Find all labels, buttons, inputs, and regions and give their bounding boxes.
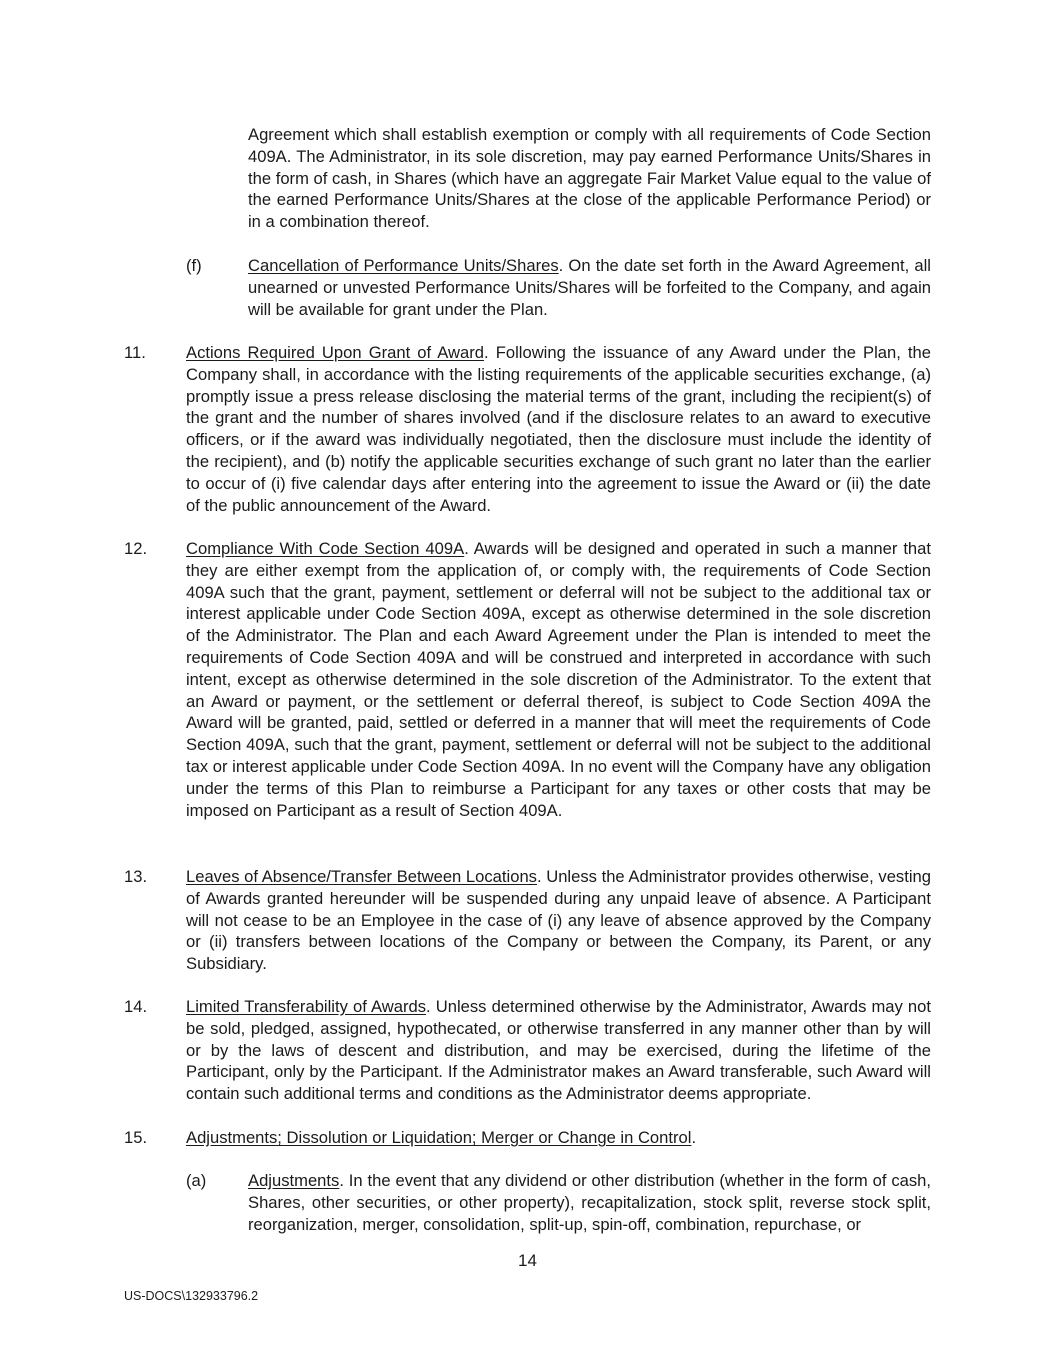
section-number: 14.	[124, 997, 148, 1016]
section-11	[124, 342, 931, 516]
section-text	[186, 342, 931, 516]
section-number: 15.	[124, 1128, 148, 1147]
section-body: . Following the issuance of any Award under the Plan, the Company shall, in accordance with the listing requirements of the applicable securities exchange, (a) promptly issue a press release disclosing the material terms of the grant, including the recipient(s) of the grant and the number of shares involved (and if the disclosure relates to an award to executive officers, or if the award was individually negotiated, then the disclosure must include the identity of the recipient), and (b) notify the applicable securities exchange of such grant no later than the earlier to occur of (i) five calendar days after entering into the agreement to issue the Award or (ii) the date of the public announcement of the Award.	[186, 343, 931, 515]
subsection-heading: Adjustments	[248, 1171, 340, 1190]
section-heading: Adjustments; Dissolution or Liquidation; Merger or Change in Control	[186, 1128, 692, 1147]
section-heading: Limited Transferability of Awards	[186, 997, 427, 1016]
section-number: 13.	[124, 867, 148, 886]
paragraph-text: Agreement which shall establish exemption or comply with all requirements of Code Section 409A. The Administrator, in its sole discretion, may pay earned Performance Units/Shares in the form of cash, in Shares (which have an aggregate Fair Market Value equal to the value of the earned Performance Units/Shares at the close of the applicable Performance Period) or in a combination thereof.	[248, 125, 931, 232]
section-15	[124, 1127, 931, 1149]
section-14	[124, 996, 931, 1105]
section-heading: Actions Required Upon Grant of Award	[186, 343, 485, 362]
subsection-text	[248, 1170, 931, 1235]
section-heading: Compliance With Code Section 409A	[186, 539, 465, 558]
continuation-paragraph	[248, 124, 931, 233]
section-text	[186, 866, 931, 975]
section-heading: Leaves of Absence/Transfer Between Locations	[186, 867, 537, 886]
section-body: . Unless the Administrator provides otherwise, vesting of Awards granted hereunder will be suspended during any unpaid leave of absence. A Participant will not cease to be an Employee in the case of (i) any leave of absence approved by the Company or (ii) transfers between locations of the Company or between the Company, its Parent, or any Subsidiary.	[186, 867, 931, 974]
section-number: 12.	[124, 539, 148, 558]
subsection-a	[186, 1170, 931, 1235]
section-body: .	[691, 1128, 697, 1147]
subsection-marker: (a)	[186, 1171, 207, 1190]
section-body: . Unless determined otherwise by the Administrator, Awards may not be sold, pledged, assigned, hypothecated, or otherwise transferred in any manner other than by will or by the laws of descent and distribution, and may be exercised, during the lifetime of the Participant, only by the Participant. If the Administrator makes an Award transferable, such Award will contain such additional terms and conditions as the Administrator deems appropriate.	[186, 997, 931, 1104]
subsection-body: . In the event that any dividend or other distribution (whether in the form of cash, Shares, other securities, or other property), recapitalization, stock split, reverse stock split, reorganization, merger, consolidation, split-up, spin-off, combination, repurchase, or	[248, 1171, 931, 1234]
subsection-body: . On the date set forth in the Award Agreement, all unearned or unvested Performance Units/Shares will be forfeited to the Company, and again will be available for grant under the Plan.	[248, 256, 931, 319]
section-12	[124, 538, 931, 821]
section-number: 11.	[124, 343, 146, 362]
document-id: US-DOCS\132933796.2	[124, 1289, 259, 1303]
section-body: . Awards will be designed and operated in such a manner that they are either exempt from the application of, or comply with, the requirements of Code Section 409A such that the grant, payment, settlement or deferral will not be subject to the additional tax or interest applicable under Code Section 409A, except as otherwise determined in the sole discretion of the Administrator. The Plan and each Award Agreement under the Plan is intended to meet the requirements of Code Section 409A and will be construed and interpreted in accordance with such intent, except as otherwise determined in the sole discretion of the Administrator. To the extent that an Award or payment, or the settlement or deferral thereof, is subject to Code Section 409A the Award will be granted, paid, settled or deferred in a manner that will meet the requirements of Code Section 409A, such that the grant, payment, settlement or deferral will not be subject to the additional tax or interest applicable under Code Section 409A. In no event will the Company have any obligation under the terms of this Plan to reimburse a Participant for any taxes or other costs that may be imposed on Participant as a result of Section 409A.	[186, 539, 931, 820]
subsection-f	[186, 255, 931, 320]
subsection-text	[248, 255, 931, 320]
subsection-marker: (f)	[186, 256, 202, 275]
section-text	[186, 1127, 931, 1149]
section-text	[186, 996, 931, 1105]
page-number: 14	[518, 1251, 537, 1270]
section-text	[186, 538, 931, 821]
section-13	[124, 866, 931, 975]
subsection-heading: Cancellation of Performance Units/Shares	[248, 256, 559, 275]
